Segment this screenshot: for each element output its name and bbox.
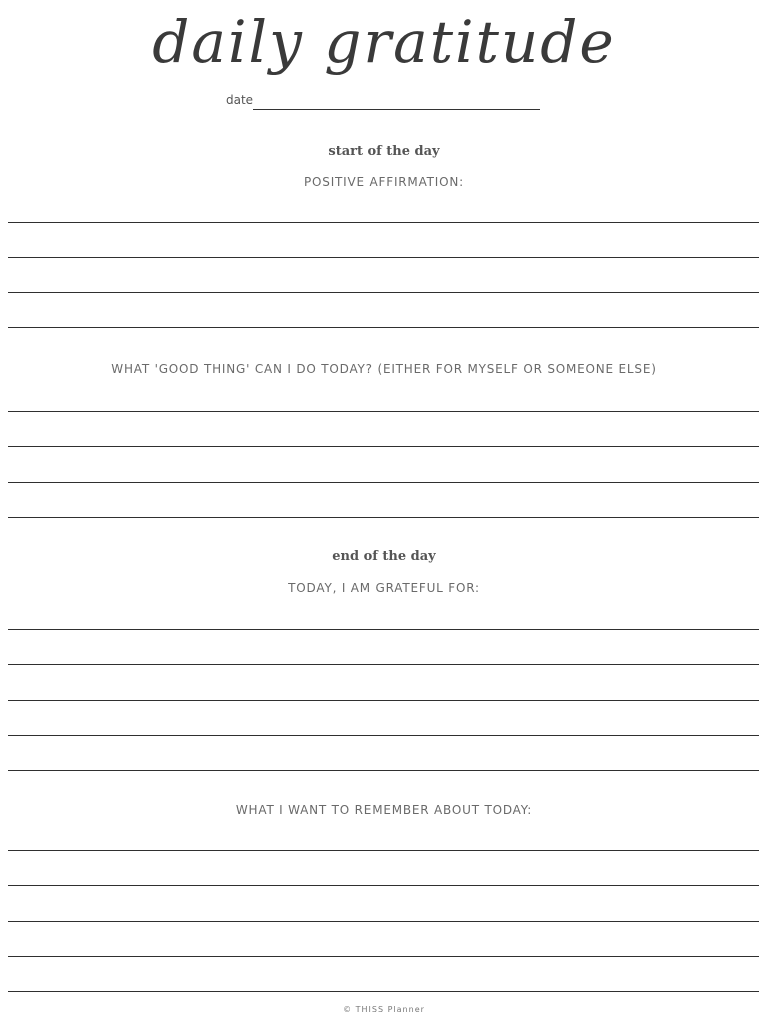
affirmation-line-1[interactable] (8, 222, 759, 223)
good-thing-line-1[interactable] (8, 411, 759, 412)
good-thing-prompt: WHAT 'GOOD THING' CAN I DO TODAY? (EITHER FOR MYSELF OR SOMEONE ELSE) (111, 362, 657, 376)
start-of-day-heading: start of the day (328, 144, 440, 159)
grateful-line-4[interactable] (8, 735, 759, 736)
grateful-line-5[interactable] (8, 770, 759, 771)
end-of-day-heading: end of the day (332, 549, 436, 564)
remember-line-3[interactable] (8, 921, 759, 922)
affirmation-line-2[interactable] (8, 257, 759, 258)
grateful-prompt: TODAY, I AM GRATEFUL FOR: (288, 581, 480, 595)
grateful-line-2[interactable] (8, 664, 759, 665)
remember-line-4[interactable] (8, 956, 759, 957)
remember-line-5[interactable] (8, 991, 759, 992)
page-title: daily gratitude (152, 8, 616, 76)
affirmation-prompt: POSITIVE AFFIRMATION: (304, 175, 464, 189)
date-label: date (226, 93, 254, 107)
remember-line-1[interactable] (8, 850, 759, 851)
good-thing-line-4[interactable] (8, 517, 759, 518)
grateful-line-3[interactable] (8, 700, 759, 701)
footer-copyright: © THISS Planner (343, 1005, 425, 1014)
grateful-line-1[interactable] (8, 629, 759, 630)
remember-line-2[interactable] (8, 885, 759, 886)
date-input-line[interactable] (253, 109, 540, 110)
good-thing-line-2[interactable] (8, 446, 759, 447)
affirmation-line-4[interactable] (8, 327, 759, 328)
remember-prompt: WHAT I WANT TO REMEMBER ABOUT TODAY: (235, 803, 533, 817)
good-thing-line-3[interactable] (8, 482, 759, 483)
affirmation-line-3[interactable] (8, 292, 759, 293)
